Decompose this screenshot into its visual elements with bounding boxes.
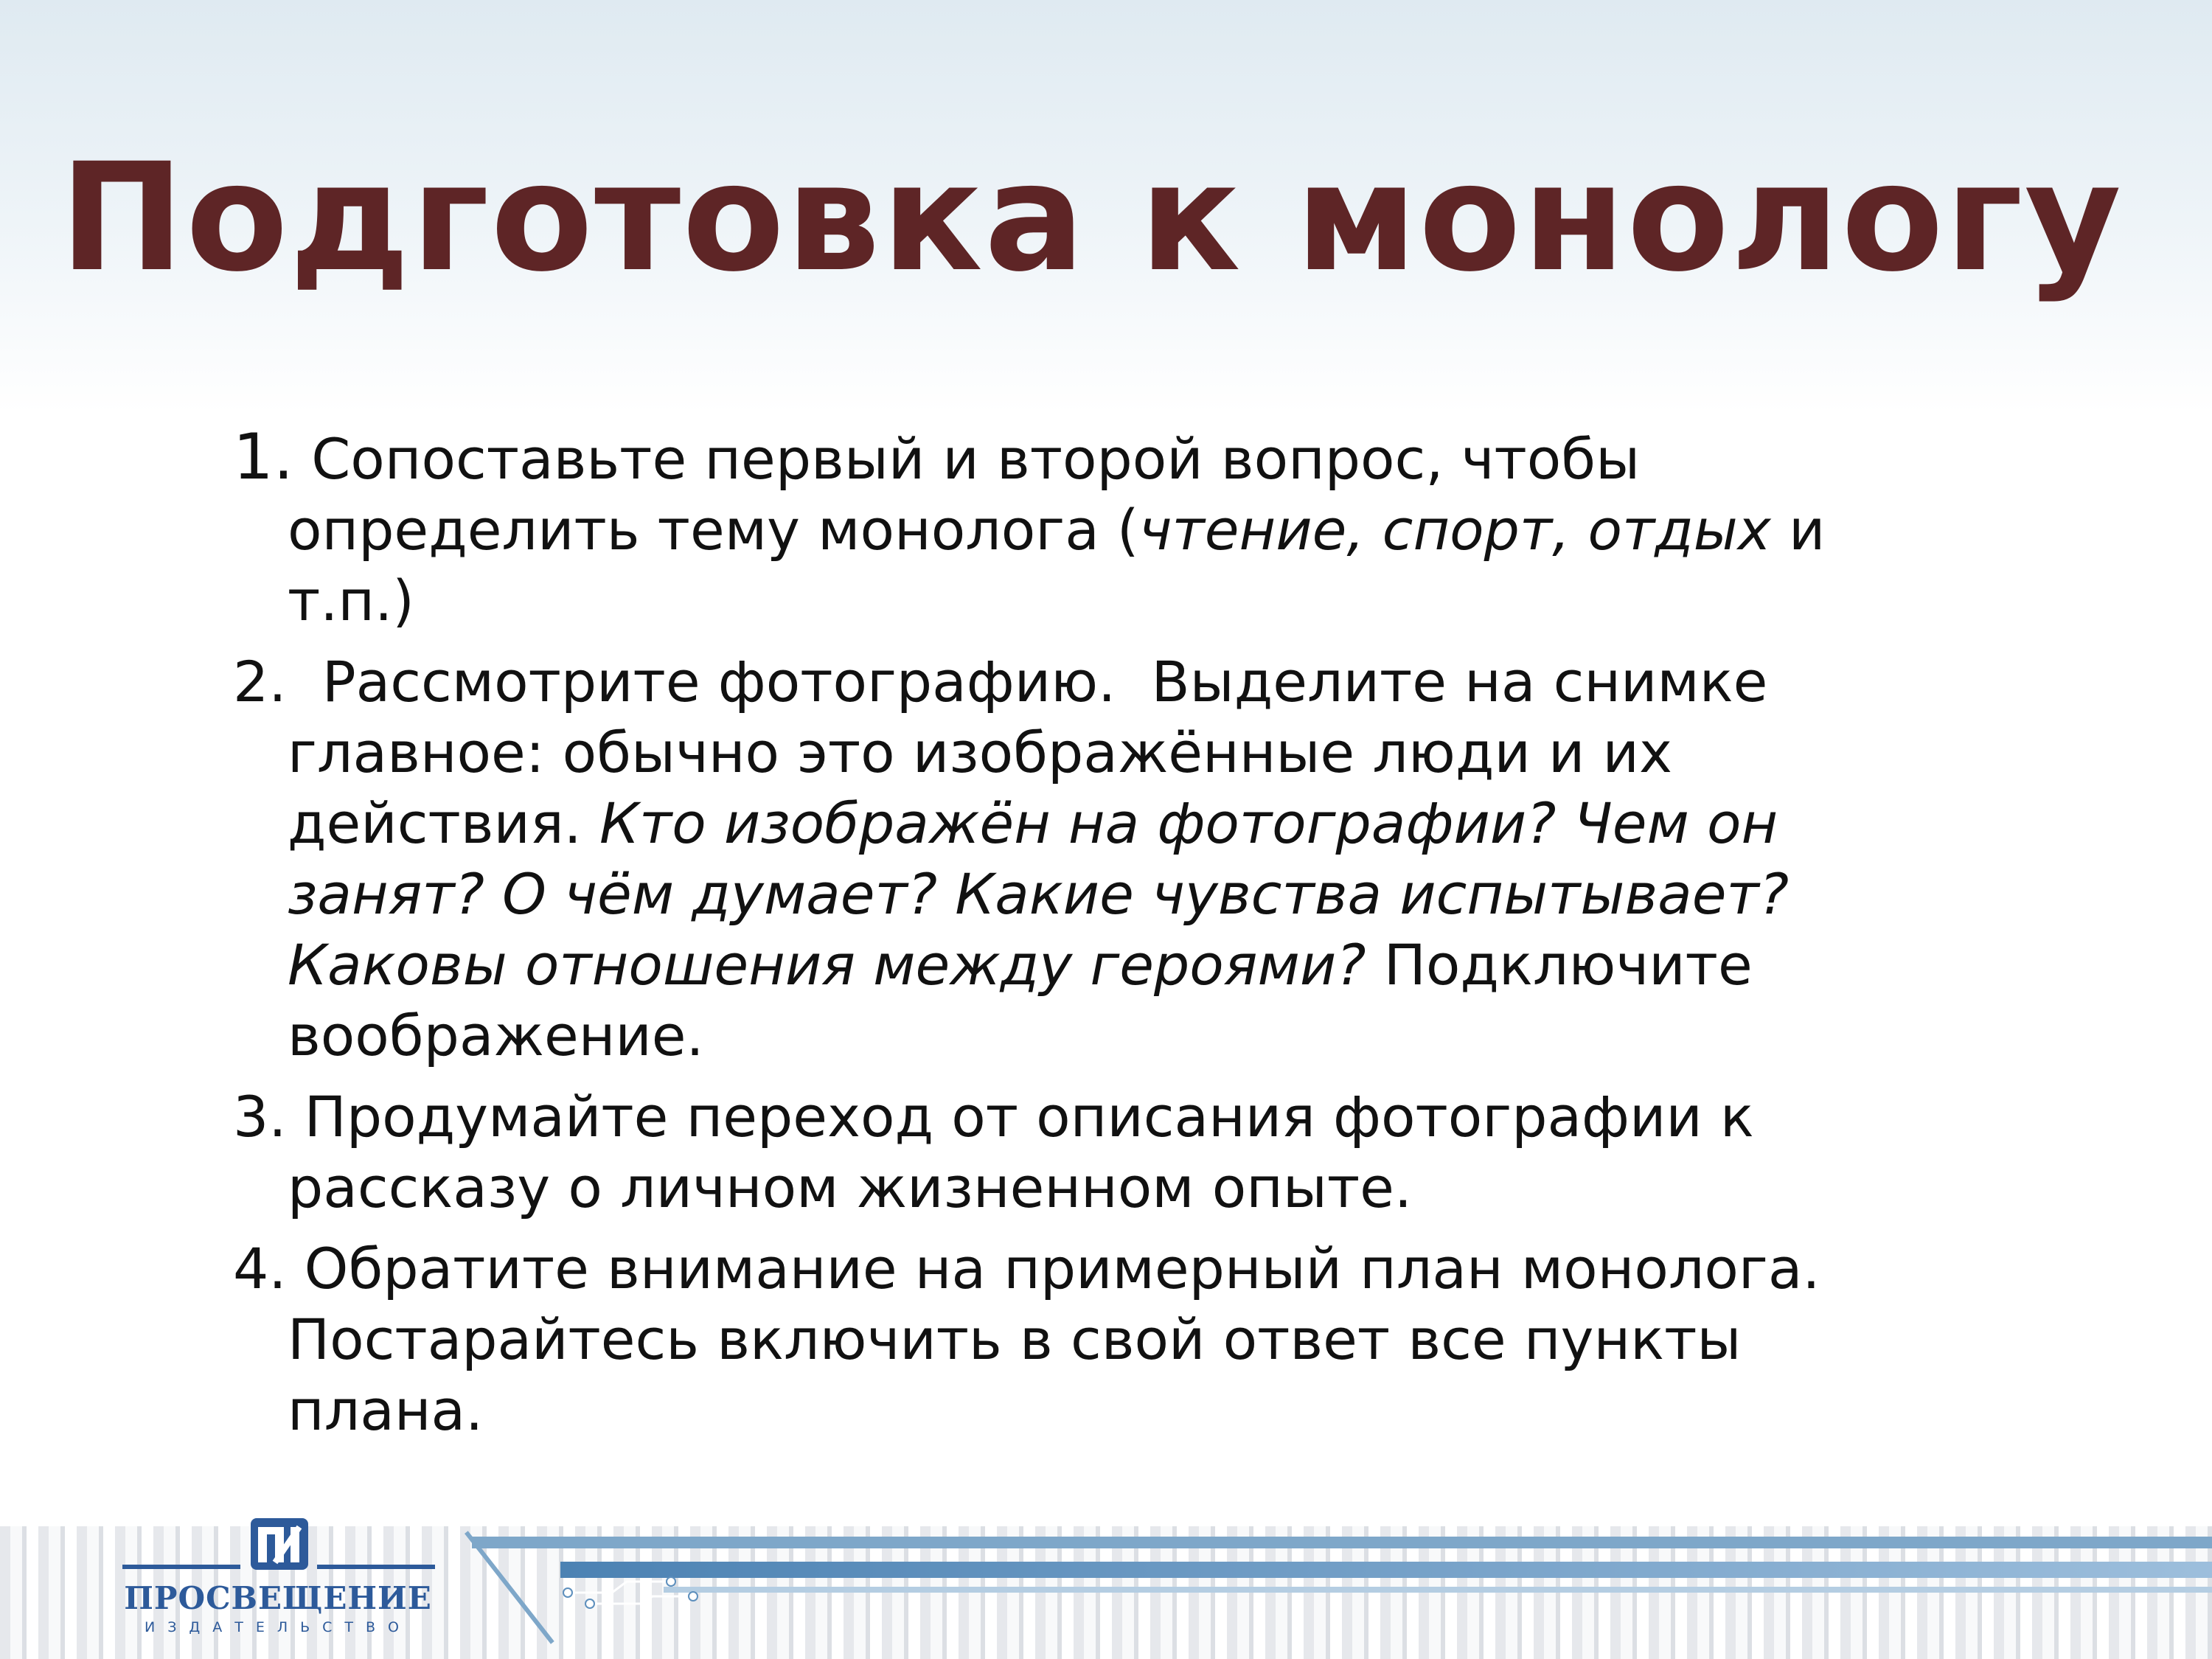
list-item [233, 422, 1944, 636]
list-item-italic-text: чтение, спорт, отдых [1138, 497, 1771, 563]
instruction-list [233, 422, 1944, 1456]
footer-band [664, 1587, 2212, 1593]
publisher-logo [119, 1515, 444, 1648]
list-item [233, 1082, 1944, 1223]
list-item-number: 4. [233, 1236, 287, 1301]
circuit-icon [560, 1563, 708, 1622]
list-item-text: Продумайте переход от описания фотографии к рассказу о личном жизненном опыте. [286, 1084, 1754, 1220]
prosveshchenie-logo-mark-icon [249, 1517, 310, 1571]
slide-title: Подготовка к монологу [59, 131, 2124, 305]
list-item-text: Обратите внимание на примерный план монолога. Постарайтесь включить в свой ответ все пункты плана. [286, 1236, 1820, 1443]
logo-name: ПРОСВЕЩЕНИЕ [124, 1580, 432, 1616]
list-item [233, 1234, 1944, 1446]
logo-rule [122, 1565, 240, 1569]
list-item-text: Рассмотрите фотографию. Выделите на снимке главное: обычно это изображённые люди и их действия. [286, 649, 1786, 856]
list-item-italic-text: Кто изображён на фотографии? Чем он занят? О чём думает? Какие чувства испытывает? Каковы отношения между героями? [288, 790, 1790, 998]
list-item-text: Подключите воображение. [288, 932, 1753, 1068]
logo-rule [317, 1565, 435, 1569]
footer-band [560, 1562, 2212, 1578]
footer-band [472, 1537, 2212, 1548]
list-item-text: Сопоставьте первый и второй вопрос, чтобы определить тему монолога ( [288, 426, 1641, 563]
list-item-text: и т.п.) [288, 497, 1826, 633]
list-item [233, 647, 1944, 1071]
list-item-number: 1. [233, 420, 294, 494]
list-item-number: 3. [233, 1084, 287, 1150]
logo-subtitle: ИЗДАТЕЛЬСТВО [144, 1619, 412, 1635]
list-item-number: 2. [233, 649, 287, 714]
